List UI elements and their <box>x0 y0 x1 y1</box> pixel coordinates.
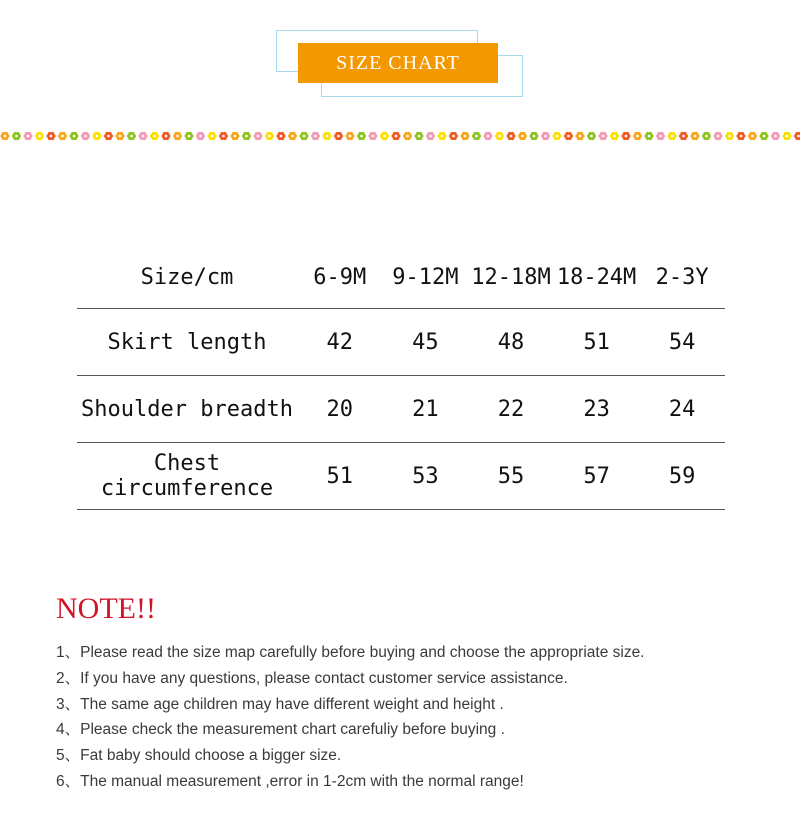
table-row <box>77 376 725 443</box>
flower-icon <box>104 132 113 140</box>
flower-icon <box>277 132 286 140</box>
flower-icon <box>564 132 573 140</box>
list-item: 4、Please check the measurement chart carefuliy before buying . <box>56 721 505 739</box>
flower-icon <box>231 132 240 140</box>
flower-icon <box>288 132 297 140</box>
table-cell: 24 <box>668 396 696 422</box>
flower-icon <box>219 132 228 140</box>
table-header-row <box>77 246 725 309</box>
flower-icon <box>403 132 412 140</box>
flower-icon <box>173 132 182 140</box>
flower-icon <box>116 132 125 140</box>
flower-icon <box>610 132 619 140</box>
flower-icon <box>380 132 389 140</box>
table-cell: 55 <box>497 463 525 489</box>
size-table <box>77 246 725 510</box>
flower-icon <box>196 132 205 140</box>
size-chart-badge <box>276 30 524 98</box>
table-row <box>77 443 725 510</box>
flower-icon <box>656 132 665 140</box>
flower-icon <box>426 132 435 140</box>
flower-icon <box>714 132 723 140</box>
flower-icon <box>737 132 746 140</box>
list-item: 1、Please read the size map carefully before buying and choose the appropriate size. <box>56 644 645 661</box>
flower-icon <box>472 132 481 140</box>
flower-icon <box>392 132 401 140</box>
note-heading: NOTE!! <box>56 592 156 625</box>
flower-icon <box>254 132 263 140</box>
flower-icon <box>12 132 21 140</box>
flower-icon <box>24 132 33 140</box>
table-cell: 42 <box>326 329 354 355</box>
flower-icon <box>265 132 274 140</box>
page-title: SIZE CHART <box>298 43 498 83</box>
table-cell: 51 <box>583 329 610 355</box>
flower-icon <box>162 132 171 140</box>
flower-icon <box>70 132 79 140</box>
flower-icon <box>346 132 355 140</box>
flower-icon <box>357 132 366 140</box>
table-cell: 21 <box>412 396 439 422</box>
flower-icon <box>518 132 527 140</box>
row-label: Shoulder breadth <box>81 396 293 422</box>
table-row <box>77 309 725 376</box>
flower-icon <box>495 132 504 140</box>
flower-icon <box>553 132 562 140</box>
table-header-size: 12-18M <box>471 264 551 290</box>
flower-icon <box>576 132 585 140</box>
flower-icon <box>449 132 458 140</box>
flower-icon <box>35 132 44 140</box>
table-cell: 45 <box>412 329 439 355</box>
list-item: 3、The same age children may have different weight and height . <box>56 695 504 713</box>
list-item: 6、The manual measurement ,error in 1-2cm with the normal range! <box>56 772 524 790</box>
flower-icon <box>81 132 90 140</box>
flower-divider <box>0 127 800 145</box>
table-cell: 48 <box>497 329 525 355</box>
row-label: Skirt length <box>107 329 267 355</box>
row-label: Chest circumference <box>100 451 274 501</box>
table-cell: 53 <box>412 463 439 489</box>
table-header-size: 6-9M <box>313 264 367 290</box>
table-cell: 51 <box>326 463 354 489</box>
table-header-size: 9-12M <box>392 264 459 290</box>
table-cell: 54 <box>668 329 696 355</box>
flower-icon <box>691 132 700 140</box>
flower-icon <box>507 132 516 140</box>
list-item: 2、If you have any questions, please contact customer service assistance. <box>56 669 568 687</box>
flower-icon <box>208 132 217 140</box>
flower-icon <box>58 132 67 140</box>
flower-icon <box>150 132 159 140</box>
flower-icon <box>783 132 792 140</box>
flower-icon <box>484 132 493 140</box>
flower-icon <box>185 132 194 140</box>
flower-icon <box>794 132 800 140</box>
flower-icon <box>622 132 631 140</box>
flower-icon <box>760 132 769 140</box>
table-cell: 22 <box>497 396 525 422</box>
flower-icon <box>668 132 677 140</box>
flower-icon <box>702 132 711 140</box>
table-cell: 59 <box>668 463 696 489</box>
table-cell: 23 <box>583 396 610 422</box>
flower-icon <box>530 132 539 140</box>
flower-icon <box>47 132 56 140</box>
flower-icon <box>369 132 378 140</box>
flower-icon <box>311 132 320 140</box>
flower-icon <box>645 132 654 140</box>
table-cell: 20 <box>326 396 354 422</box>
flower-icon <box>415 132 424 140</box>
flower-icon <box>541 132 550 140</box>
list-item: 5、Fat baby should choose a bigger size. <box>56 747 342 765</box>
flower-icon <box>679 132 688 140</box>
note-list <box>56 640 776 795</box>
flower-icon <box>1 132 10 140</box>
flower-icon <box>323 132 332 140</box>
flower-icon <box>599 132 608 140</box>
flower-icon <box>334 132 343 140</box>
flower-icon <box>300 132 309 140</box>
flower-icon <box>242 132 251 140</box>
flower-icon <box>587 132 596 140</box>
table-header-size: 18-24M <box>556 264 637 290</box>
flower-icon <box>93 132 102 140</box>
flower-icon <box>438 132 447 140</box>
flower-icon <box>633 132 642 140</box>
table-header-label: Size/cm <box>140 264 234 290</box>
flower-icon <box>771 132 780 140</box>
flower-icon <box>725 132 734 140</box>
table-cell: 57 <box>583 463 610 489</box>
flower-icon <box>748 132 757 140</box>
flower-icon <box>461 132 470 140</box>
flower-icon <box>127 132 136 140</box>
table-header-size: 2-3Y <box>655 264 709 290</box>
flower-row-icon <box>0 127 800 145</box>
flower-icon <box>139 132 148 140</box>
